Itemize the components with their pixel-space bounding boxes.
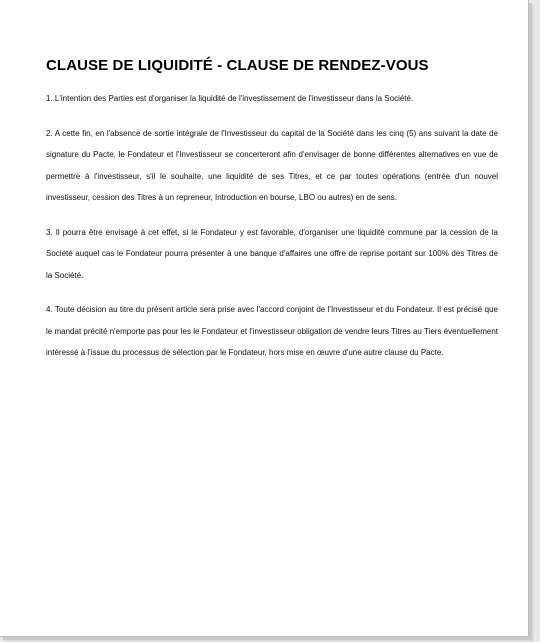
paragraph-3: 3. Il pourra être envisagé à cet effet, si le Fondateur y est favorable, d'organiser une liquidité commune par la cession de la Société auquel cas le Fondateur pourra présenter à une banque d'affaires une offre de reprise portant sur 100% des Titres de la Société.	[46, 227, 498, 280]
document-body	[46, 57, 498, 377]
paragraph-4: 4. Toute décision au titre du présent article sera prise avec l'accord conjoint de l'Investisseur et du Fondateur. Il est précisé que le mandat précité n'emporte pas pour les le Fondateur et l'investisseur obligation de vendre leurs Titres au Tiers éventuellement intéressé à l'issue du processus de sélection par le Fondateur, hors mise en œuvre d'une autre clause du Pacte.	[46, 305, 498, 357]
paragraph-1: 1. L'intention des Parties est d'organiser la liquidité de l'investissement de l'investisseur dans la Société.	[46, 94, 414, 103]
paragraph-2: 2. A cette fin, en l'absence de sortie intégrale de l'Investisseur du capital de la Société dans les cinq (5) ans suivant la date de signature du Pacte, le Fondateur et l'Investisseur se concerteront afin d'envisager de bonne différentes alternatives en vue de permettre à l'investisseur, s'il le souhaite, une liquidité de ses Titres, et ce par toutes opérations (entrée d'un nouvel investisseur, cession des Titres à un repreneur, Introduction en bourse, LBO ou autres) en de sens.	[46, 128, 498, 202]
document-title: CLAUSE DE LIQUIDITÉ - CLAUSE DE RENDEZ-VOUS	[46, 57, 429, 74]
